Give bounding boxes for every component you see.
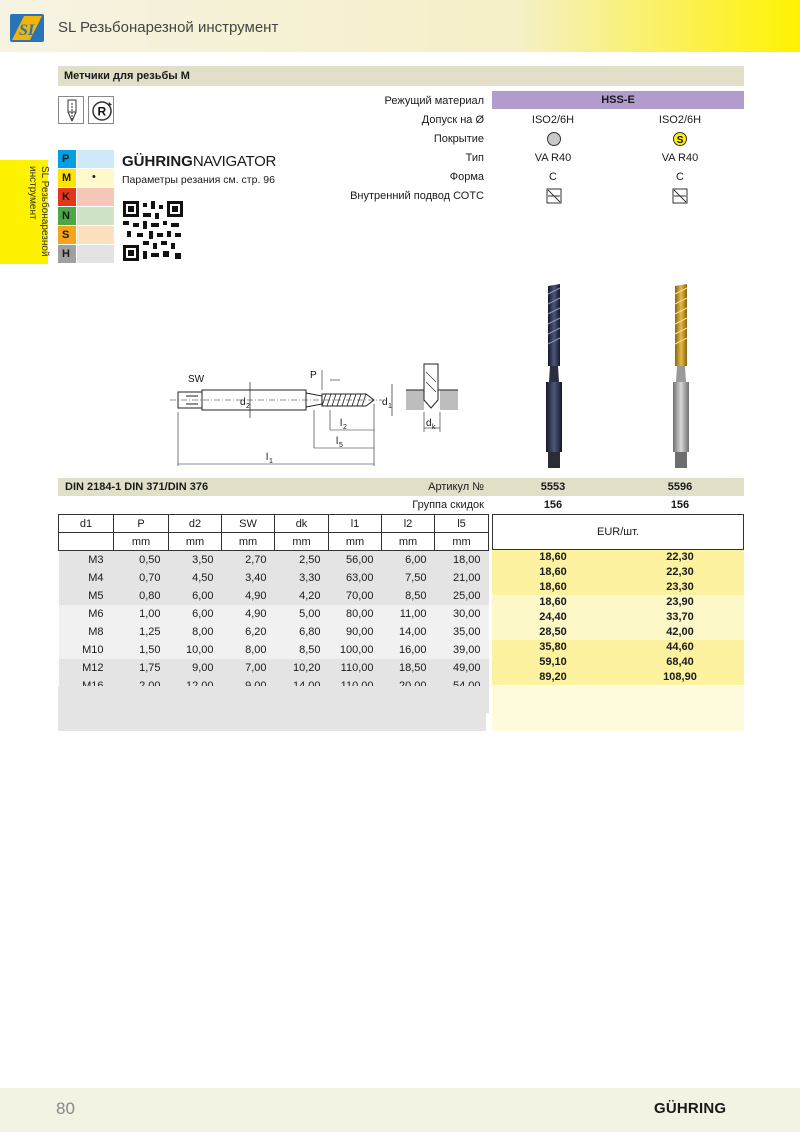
column-header: l2 (382, 515, 435, 533)
table-cell: 11,00 (382, 605, 435, 623)
svg-text:2: 2 (343, 424, 347, 431)
material-letter: N (58, 207, 76, 225)
table-cell: 3,30 (275, 569, 329, 587)
svg-text:l: l (266, 452, 269, 463)
guhring-navigator-logo[interactable]: GÜHRINGNAVIGATOR (122, 153, 276, 170)
form-value-1: C (549, 171, 557, 183)
table-cell: M8 (59, 623, 114, 641)
table-row (59, 659, 489, 677)
chapter-tab-label: SL Резьбонарезной инструмент (27, 166, 50, 257)
table-cell: M10 (59, 641, 114, 659)
section-title: Метчики для резьбы M (64, 70, 190, 82)
tap-tool-icon (58, 96, 84, 124)
table-row (59, 641, 489, 659)
tap-photo-black (538, 282, 570, 472)
din-standard: DIN 2184-1 DIN 371/DIN 376 (65, 481, 209, 493)
table-row (59, 587, 489, 605)
page-number: 80 (56, 1099, 75, 1118)
unit-cell: mm (169, 533, 222, 551)
material-group-k (58, 188, 114, 206)
table-row (59, 623, 489, 641)
table-cell: 8,50 (382, 587, 435, 605)
table-cell: 4,50 (169, 569, 222, 587)
svg-text:l: l (340, 418, 343, 429)
page-header (0, 0, 800, 52)
price-value: 22,30 (666, 551, 694, 563)
tolerance-label: Допуск на Ø (421, 114, 484, 126)
cutting-material-value: HSS-E (601, 94, 635, 106)
table-header-row (59, 515, 489, 533)
suitability-dot: • (92, 171, 96, 183)
coolant-label: Внутренний подвод СОТС (350, 190, 484, 202)
table-cell: 10,20 (275, 659, 329, 677)
table-cell: 1,25 (114, 623, 169, 641)
svg-text:1: 1 (388, 403, 392, 410)
table-cell: 9,00 (169, 659, 222, 677)
table-cell: 35,00 (435, 623, 489, 641)
table-cell: 3,50 (169, 551, 222, 569)
table-cell: 70,00 (329, 587, 382, 605)
svg-text:d: d (426, 418, 432, 429)
table-cell: M4 (59, 569, 114, 587)
cutting-material-bar (492, 91, 744, 109)
coating-label: Покрытие (433, 133, 484, 145)
material-group-s (58, 226, 114, 244)
table-cell: 4,90 (222, 605, 275, 623)
price-row (492, 640, 744, 655)
s-coating-icon (672, 131, 688, 147)
table-cell: 7,00 (222, 659, 275, 677)
column-header: d1 (59, 515, 114, 533)
table-cell: 100,00 (329, 641, 382, 659)
price-row (492, 625, 744, 640)
tolerance-value-2: ISO2/6H (658, 114, 702, 126)
svg-text:P: P (310, 370, 317, 381)
chapter-tab[interactable] (0, 160, 48, 264)
price-row (492, 670, 744, 685)
table-cell: 8,00 (169, 623, 222, 641)
price-header (492, 514, 744, 550)
table-cell: 1,00 (114, 605, 169, 623)
table-row (59, 551, 489, 569)
guhring-logo: GÜHRING (654, 1100, 727, 1117)
table-cell: 10,00 (169, 641, 222, 659)
price-row (492, 595, 744, 610)
table-cell: 25,00 (435, 587, 489, 605)
price-row (492, 610, 744, 625)
price-value: 18,60 (539, 566, 567, 578)
table-cell: 4,90 (222, 587, 275, 605)
column-header: P (114, 515, 169, 533)
table-cell: 2,70 (222, 551, 275, 569)
price-value: 22,30 (666, 566, 694, 578)
discount-group-label: Группа скидок (412, 499, 484, 511)
table-cell: 5,00 (275, 605, 329, 623)
price-value: 24,40 (539, 611, 567, 623)
qr-code-icon[interactable] (123, 201, 183, 261)
price-value: 18,60 (539, 581, 567, 593)
tolerance-value-1: ISO2/6H (531, 114, 575, 126)
material-letter: K (58, 188, 76, 206)
table-cell: 0,70 (114, 569, 169, 587)
material-group-p (58, 150, 114, 168)
table-cell: 1,75 (114, 659, 169, 677)
svg-text:SW: SW (188, 374, 205, 385)
type-value-2: VA R40 (661, 152, 699, 164)
type-value-1: VA R40 (534, 152, 572, 164)
discount-group-2: 156 (670, 499, 690, 511)
svg-text:d: d (240, 397, 246, 408)
unit-cell: mm (382, 533, 435, 551)
table-row (59, 569, 489, 587)
cutting-material-label: Режущий материал (384, 95, 484, 107)
table-cell: 39,00 (435, 641, 489, 659)
table-cell: 0,80 (114, 587, 169, 605)
table-cell: 8,50 (275, 641, 329, 659)
table-cell: M5 (59, 587, 114, 605)
table-cell: 6,00 (169, 605, 222, 623)
unit-cell: mm (275, 533, 329, 551)
table-cell: 1,50 (114, 641, 169, 659)
svg-text:SL: SL (19, 22, 38, 39)
form-value-2: C (676, 171, 684, 183)
table-cell: 21,00 (435, 569, 489, 587)
table-cell: 6,20 (222, 623, 275, 641)
table-cell: M6 (59, 605, 114, 623)
table-cell: 4,20 (275, 587, 329, 605)
svg-text:R: R (97, 104, 107, 119)
price-value: 18,60 (539, 596, 567, 608)
section-bar (58, 66, 744, 86)
discount-group-1: 156 (543, 499, 563, 511)
article-number-2[interactable]: 5596 (667, 481, 693, 493)
dimension-table (58, 514, 489, 713)
unit-cell (59, 533, 114, 551)
svg-text:S: S (676, 135, 684, 146)
table-cell: 6,00 (382, 551, 435, 569)
article-label: Артикул № (428, 481, 484, 493)
price-value: 89,20 (539, 671, 567, 683)
cutting-params-note: Параметры резания см. стр. 96 (122, 174, 275, 186)
material-letter: M (58, 169, 76, 187)
unit-cell: mm (114, 533, 169, 551)
table-cell: 8,00 (222, 641, 275, 659)
tap-dimension-drawing (170, 360, 470, 470)
table-cell: 18,50 (382, 659, 435, 677)
material-letter: H (58, 245, 76, 263)
table-cell: 49,00 (435, 659, 489, 677)
right-hand-thread-icon (88, 96, 114, 124)
page-title: SL Резьбонарезной инструмент (58, 19, 279, 36)
price-row (492, 655, 744, 670)
material-letter: P (58, 150, 76, 168)
price-value: 108,90 (663, 671, 697, 683)
column-header: l5 (435, 515, 489, 533)
svg-text:k: k (432, 424, 436, 431)
type-label: Тип (465, 152, 484, 164)
price-value: 59,10 (539, 656, 567, 668)
price-value: 33,70 (666, 611, 694, 623)
table-cell: 6,80 (275, 623, 329, 641)
table-cell: M12 (59, 659, 114, 677)
svg-text:5: 5 (339, 442, 343, 449)
form-label: Форма (449, 171, 484, 183)
price-row (492, 550, 744, 565)
price-row (492, 580, 744, 595)
table-units-row (59, 533, 489, 551)
table-cell: 30,00 (435, 605, 489, 623)
table-cell: 0,50 (114, 551, 169, 569)
unit-cell: mm (222, 533, 275, 551)
table-cell: 6,00 (169, 587, 222, 605)
table-cell: 2,50 (275, 551, 329, 569)
table-cell: 18,00 (435, 551, 489, 569)
column-header: SW (222, 515, 275, 533)
tap-photo-gold (665, 282, 697, 472)
material-group-h (58, 245, 114, 263)
price-value: 23,30 (666, 581, 694, 593)
table-cell: 63,00 (329, 569, 382, 587)
table-cell: 80,00 (329, 605, 382, 623)
price-value: 44,60 (666, 641, 694, 653)
page-footer (0, 1088, 800, 1132)
material-group-n (58, 207, 114, 225)
table-cell: 3,40 (222, 569, 275, 587)
table-cell: 90,00 (329, 623, 382, 641)
svg-text:2: 2 (246, 403, 250, 410)
svg-text:d: d (382, 397, 388, 408)
table-cell: 110,00 (329, 659, 382, 677)
price-value: 42,00 (666, 626, 694, 638)
table-cell: 7,50 (382, 569, 435, 587)
price-value: 28,50 (539, 626, 567, 638)
material-group-m (58, 169, 114, 187)
price-value: 35,80 (539, 641, 567, 653)
unit-cell: mm (435, 533, 489, 551)
unit-cell: mm (329, 533, 382, 551)
grey-circle-icon (546, 131, 562, 147)
price-row (492, 565, 744, 580)
table-cell: 14,00 (382, 623, 435, 641)
price-value: 18,60 (539, 551, 567, 563)
column-header: l1 (329, 515, 382, 533)
table-filler (58, 686, 486, 731)
sl-logo-icon (10, 14, 44, 42)
column-header: d2 (169, 515, 222, 533)
price-value: 68,40 (666, 656, 694, 668)
price-value: 23,90 (666, 596, 694, 608)
svg-text:1: 1 (269, 458, 273, 465)
table-cell: 16,00 (382, 641, 435, 659)
price-unit: EUR/шт. (597, 526, 639, 538)
table-cell: M3 (59, 551, 114, 569)
no-coolant-icon (672, 188, 688, 204)
material-letter: S (58, 226, 76, 244)
table-cell: 56,00 (329, 551, 382, 569)
table-row (59, 605, 489, 623)
no-coolant-icon (546, 188, 562, 204)
column-header: dk (275, 515, 329, 533)
price-filler (492, 686, 744, 731)
svg-text:l: l (336, 436, 339, 447)
article-number-1[interactable]: 5553 (540, 481, 566, 493)
